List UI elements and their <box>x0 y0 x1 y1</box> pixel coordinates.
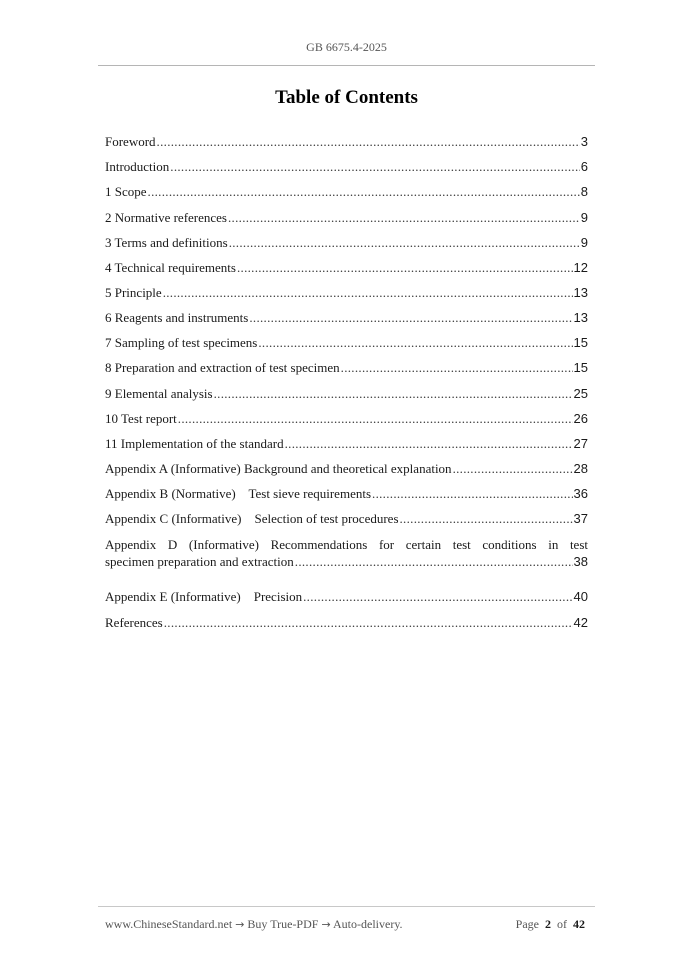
toc-page-number: 40 <box>573 589 588 605</box>
toc-page-number: 15 <box>573 335 588 351</box>
footer-divider <box>98 906 595 907</box>
dot-leader <box>341 360 573 376</box>
toc-page-number: 9 <box>580 234 588 250</box>
toc-entry-technical-requirements[interactable] <box>105 251 588 276</box>
dot-leader <box>237 260 573 276</box>
dot-leader <box>285 436 573 452</box>
toc-entry-label: 4 Technical requirements <box>105 259 236 275</box>
arrow-right-icon: → <box>235 918 245 931</box>
page-indicator <box>516 917 585 932</box>
toc-title: Table of Contents <box>275 87 418 108</box>
dot-leader <box>214 386 573 402</box>
toc-entry-label: 11 Implementation of the standard <box>105 435 284 451</box>
dot-leader <box>148 184 580 200</box>
dot-leader <box>453 461 573 477</box>
toc-page-number: 26 <box>573 410 588 426</box>
toc-page-number: 15 <box>573 360 588 376</box>
dot-leader <box>258 335 572 351</box>
toc-page-number: 8 <box>580 184 588 200</box>
toc-list <box>105 125 588 631</box>
toc-page-number: 28 <box>573 460 588 476</box>
toc-entry-references[interactable] <box>105 605 588 630</box>
toc-entry-label: 8 Preparation and extraction of test specimen <box>105 360 340 376</box>
toc-page-number: 6 <box>580 159 588 175</box>
toc-entry-introduction[interactable] <box>105 150 588 175</box>
total-page-number: 42 <box>573 917 585 931</box>
toc-entry-label: Appendix C (Informative) Selection of test procedures <box>105 511 399 527</box>
toc-entry-label: 9 Elemental analysis <box>105 385 213 401</box>
toc-entry-label: Appendix A (Informative) Background and theoretical explanation <box>105 460 452 476</box>
dot-leader <box>164 615 573 631</box>
toc-page-number: 9 <box>580 209 588 225</box>
toc-entry-label: References <box>105 614 163 630</box>
toc-page-number: 27 <box>573 435 588 451</box>
dot-leader <box>157 134 580 150</box>
toc-entry-label: 7 Sampling of test specimens <box>105 335 258 351</box>
dot-leader <box>229 235 580 251</box>
toc-entry-preparation-extraction[interactable] <box>105 351 588 376</box>
header-divider <box>98 65 595 66</box>
toc-page-number: 37 <box>573 511 588 527</box>
toc-entry-principle[interactable] <box>105 276 588 301</box>
toc-entry-line2 <box>105 554 588 570</box>
toc-entry-appendix-e[interactable] <box>105 580 588 605</box>
toc-entry-appendix-d[interactable] <box>105 537 588 580</box>
toc-page-number: 25 <box>573 385 588 401</box>
dot-leader <box>303 589 572 605</box>
toc-entry-label: 5 Principle <box>105 284 162 300</box>
toc-page-number: 36 <box>573 486 588 502</box>
dot-leader <box>170 159 580 175</box>
toc-entry-scope[interactable] <box>105 175 588 200</box>
toc-entry-appendix-a[interactable] <box>105 452 588 477</box>
toc-entry-terms-definitions[interactable] <box>105 226 588 251</box>
toc-entry-label-line2: specimen preparation and extraction <box>105 554 294 570</box>
toc-entry-label: 3 Terms and definitions <box>105 234 228 250</box>
toc-entry-label: Introduction <box>105 159 170 175</box>
running-header: GB 6675.4-2025 <box>306 40 387 54</box>
toc-entry-implementation[interactable] <box>105 427 588 452</box>
page-word: Page <box>515 917 539 931</box>
current-page-number: 2 <box>545 917 551 931</box>
toc-entry-label: Foreword <box>105 134 156 150</box>
delivery-text: Auto-delivery. <box>333 917 403 931</box>
toc-entry-foreword[interactable] <box>105 125 588 150</box>
toc-page-number: 42 <box>573 614 588 630</box>
dot-leader <box>249 310 572 326</box>
toc-page-number: 3 <box>580 134 588 150</box>
dot-leader <box>228 210 580 226</box>
dot-leader <box>372 486 573 502</box>
website-link[interactable]: www.ChineseStandard.net <box>105 917 233 931</box>
toc-page-number: 38 <box>573 554 588 570</box>
toc-entry-sampling[interactable] <box>105 326 588 351</box>
toc-entry-label-line1: Appendix D (Informative) Recommendations for certain test conditions in test <box>105 537 588 553</box>
buy-pdf-link[interactable]: Buy True-PDF <box>247 917 319 931</box>
toc-entry-appendix-c[interactable] <box>105 502 588 527</box>
dot-leader <box>163 285 573 301</box>
toc-entry-elemental-analysis[interactable] <box>105 376 588 401</box>
toc-entry-test-report[interactable] <box>105 402 588 427</box>
dot-leader <box>400 511 573 527</box>
toc-entry-label: Appendix B (Normative) Test sieve requirements <box>105 486 372 502</box>
toc-entry-appendix-b[interactable] <box>105 477 588 502</box>
dot-leader <box>178 411 573 427</box>
toc-entry-reagents-instruments[interactable] <box>105 301 588 326</box>
toc-page-number: 13 <box>573 284 588 300</box>
toc-entry-label: 6 Reagents and instruments <box>105 310 249 326</box>
arrow-right-icon: → <box>321 918 331 931</box>
toc-page-number: 12 <box>573 259 588 275</box>
dot-leader <box>295 554 573 570</box>
toc-entry-label: Appendix E (Informative) Precision <box>105 589 303 605</box>
footer-promo <box>105 917 403 932</box>
toc-entry-label: 10 Test report <box>105 410 177 426</box>
toc-entry-normative-references[interactable] <box>105 200 588 225</box>
toc-page-number: 13 <box>573 310 588 326</box>
of-word: of <box>557 917 567 931</box>
toc-entry-label: 1 Scope <box>105 184 147 200</box>
toc-entry-label: 2 Normative references <box>105 209 227 225</box>
